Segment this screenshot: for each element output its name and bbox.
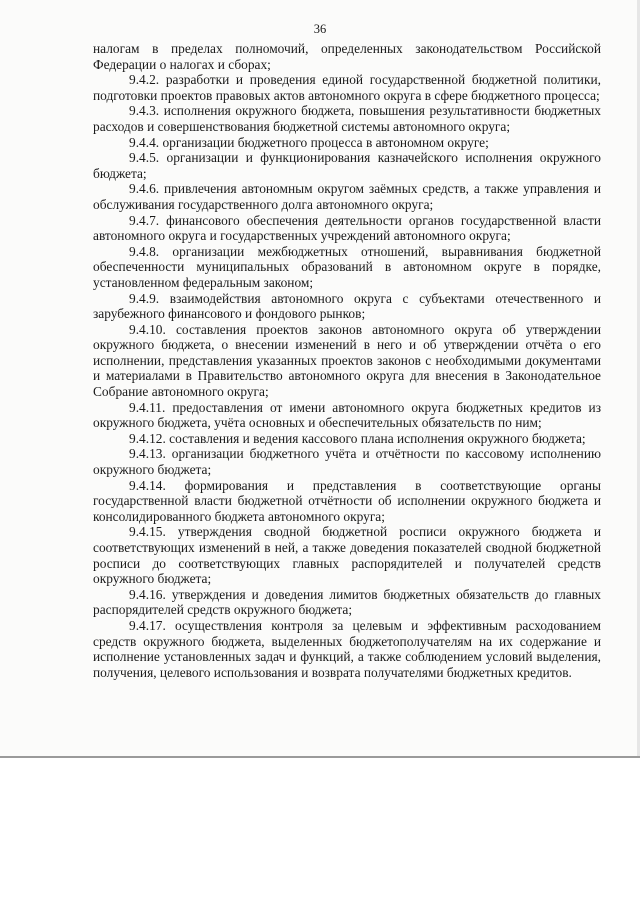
paragraph-9-4-5: 9.4.5. организации и функционирования казначейского исполнения окружного бюджета; — [93, 150, 601, 181]
paragraph-9-4-17: 9.4.17. осуществления контроля за целевым и эффективным расходованием средств окружного бюджета, выделенных бюджетополучателям на их содержание и исполнение установленных задач и функций, а также соблюдением условий выделения, получения, целевого использования и возврата получателями бюджетных кредитов. — [93, 617, 601, 680]
paragraph-9-4-2: 9.4.2. разработки и проведения единой государственной бюджетной политики, подготовки проектов правовых актов автономного округа в сфере бюджетного процесса; — [93, 72, 601, 103]
paragraph-9-4-14: 9.4.14. формирования и представления в соответствующие органы государственной власти бюджетной отчётности об исполнении окружного бюджета и консолидированного бюджета автономного округа; — [93, 477, 601, 524]
paragraph-9-4-13: 9.4.13. организации бюджетного учёта и отчётности по кассовому исполнению окружного бюджета; — [93, 446, 601, 478]
blank-area — [0, 758, 640, 905]
paragraph-9-4-6: 9.4.6. привлечения автономным округом заёмных средств, а также управления и обслуживания государственного долга автономного округа; — [93, 181, 601, 212]
paragraph-9-4-9: 9.4.9. взаимодействия автономного округа с субъектами отечественного и зарубежного финансового и фондового рынков; — [93, 290, 601, 322]
paragraph-continuation: налогам в пределах полномочий, определенных законодательством Российской Федерации о налогах и сборах; — [93, 41, 601, 72]
paragraph-9-4-15: 9.4.15. утверждения сводной бюджетной росписи окружного бюджета и соответствующих изменений в ней, а также доведения показателей сводной бюджетной росписи до соответствующих главных распорядителей и получателей средств окружного бюджета; — [93, 524, 601, 587]
paragraph-9-4-8: 9.4.8. организации межбюджетных отношений, выравнивания бюджетной обеспеченности муниципальных образований в автономном округе в порядке, установленном федеральным законом; — [93, 243, 601, 290]
page-number: 36 — [313, 22, 327, 36]
paragraph-9-4-11: 9.4.11. предоставления от имени автономного округа бюджетных кредитов из окружного бюджета, учёта основных и обеспечительных обязательств по ним; — [93, 399, 601, 431]
paragraph-9-4-4: 9.4.4. организации бюджетного процесса в автономном округе; — [129, 134, 489, 150]
paragraph-9-4-16: 9.4.16. утверждения и доведения лимитов бюджетных обязательств до главных распорядителей средств окружного бюджета; — [93, 586, 601, 618]
document-body — [93, 41, 601, 680]
paragraph-9-4-3: 9.4.3. исполнения окружного бюджета, повышения результативности бюджетных расходов и совершенствования бюджетной системы автономного округа; — [93, 103, 601, 134]
paragraph-9-4-7: 9.4.7. финансового обеспечения деятельности органов государственной власти автономного округа и государственных учреждений автономного округа; — [93, 212, 601, 244]
paragraph-9-4-12: 9.4.12. составления и ведения кассового плана исполнения окружного бюджета; — [129, 430, 586, 446]
paragraph-9-4-10: 9.4.10. составления проектов законов автономного округа об утверждении окружного бюджета, о внесении изменений в него и об утверждении отчёта о его исполнении, представления указанных проектов законов с необходимыми документами и материалами в Правительство автономного округа для внесения в Законодательное Собрание автономного округа; — [93, 321, 601, 400]
